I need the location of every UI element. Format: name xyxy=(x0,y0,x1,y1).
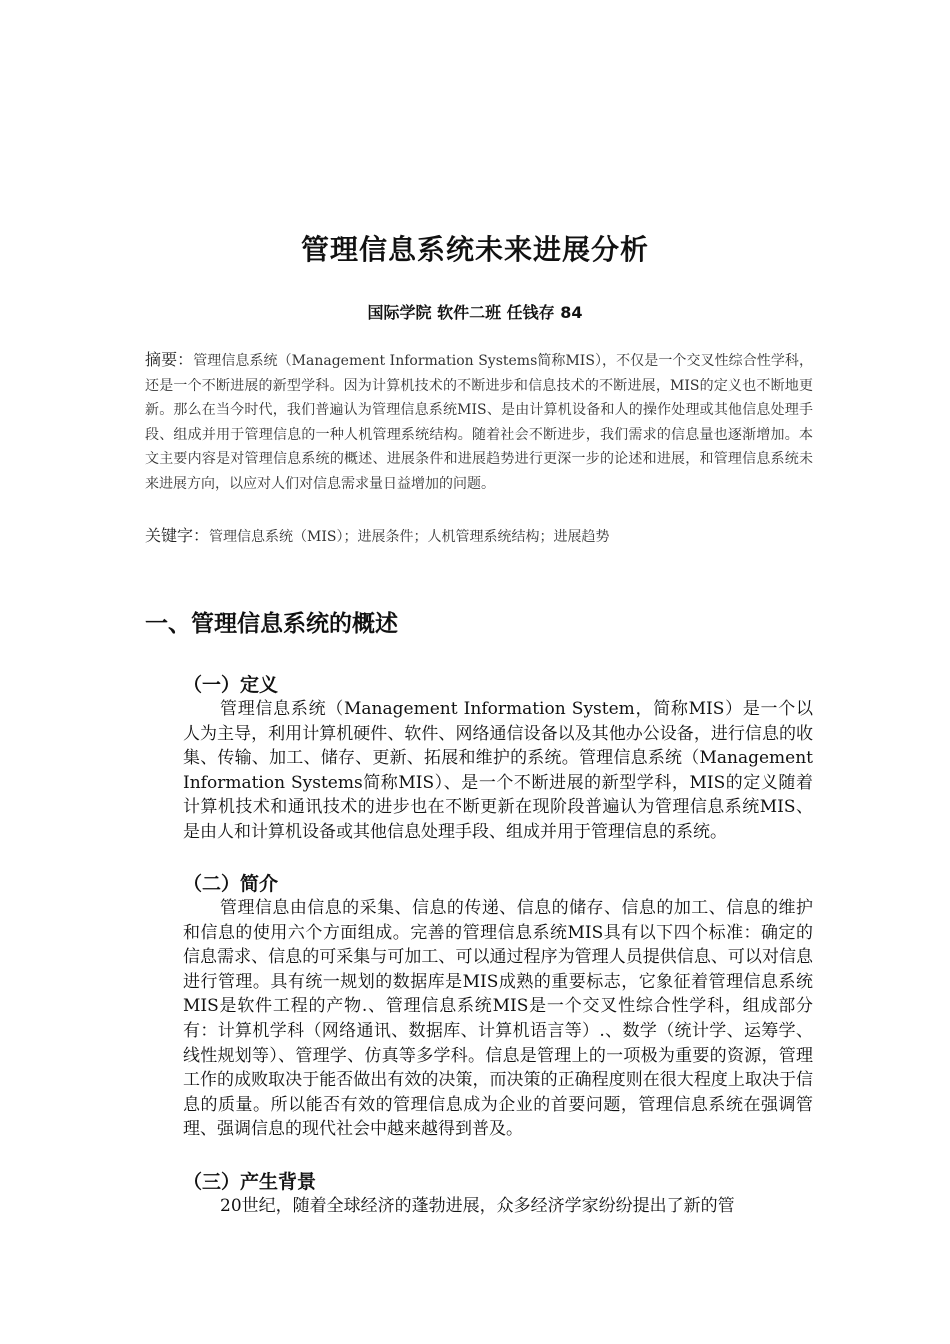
subsection-heading-intro: （二）简介 xyxy=(183,873,279,895)
paragraph-definition: 管理信息系统（Management Information System，简称MIS）是一个以人为主导，利用计算机硬件、软件、网络通信设备以及其他办公设备，进行信息的收集、传输、加工、储存、更新、拓展和维护的系统。管理信息系统（Management Information Systems简称MIS）、是一个不断进展的新型学科，MIS的定义随着计算机技术和通讯技术的进步也在不断更新在现阶段普遍认为管理信息系统MIS、是由人和计算机设备或其他信息处理手段、组成并用于管理信息的系统。 xyxy=(183,699,813,842)
abstract-block xyxy=(145,348,813,496)
document-title: 管理信息系统未来进展分析 xyxy=(300,233,649,266)
abstract-text: 管理信息系统（Management Information Systems简称MIS），不仅是一个交叉性综合性学科，还是一个不断进展的新型学科。因为计算机技术的不断进步和信息技术的不断进展，MIS的定义也不断地更新。那么在当今时代，我们普遍认为管理信息系统MIS、是由计算机设备和人的操作处理或其他信息处理手段、组成并用于管理信息的一种人机管理系统结构。随着社会不断进步，我们需求的信息量也逐渐增加。本文主要内容是对管理信息系统的概述、进展条件和进展趋势进行更深一步的论述和进展，和管理信息系统未来进展方向，以应对人们对信息需求量日益增加的问题。 xyxy=(145,353,813,492)
paragraph-background: 20世纪，随着全球经济的蓬勃进展，众多经济学家纷纷提出了新的管 xyxy=(220,1196,735,1216)
subsection-heading-definition: （一）定义 xyxy=(183,674,279,696)
subsection-heading-background: （三）产生背景 xyxy=(183,1171,317,1193)
keywords-label: 关键字： xyxy=(145,526,210,545)
keywords-text: 管理信息系统（MIS）；进展条件；人机管理系统结构；进展趋势 xyxy=(209,529,610,545)
section-heading: 一、管理信息系统的概述 xyxy=(145,611,398,637)
abstract-label: 摘要： xyxy=(145,350,194,369)
author-line: 国际学院 软件二班 任钱存 84 xyxy=(367,303,583,322)
keywords-block xyxy=(145,524,813,549)
paragraph-intro: 管理信息由信息的采集、信息的传递、信息的储存、信息的加工、信息的维护和信息的使用六个方面组成。完善的管理信息系统MIS具有以下四个标准：确定的信息需求、信息的可采集与可加工、可以通过程序为管理人员提供信息、可以对信息进行管理。具有统一规划的数据库是MIS成熟的重要标志，它象征着管理信息系统MIS是软件工程的产物.、管理信息系统MIS是一个交叉性综合性学科，组成部分有：计算机学科（网络通讯、数据库、计算机语言等）.、数学（统计学、运筹学、线性规划等）、管理学、仿真等多学科。信息是管理上的一项极为重要的资源，管理工作的成败取决于能否做出有效的决策，而决策的正确程度则在很大程度上取决于信息的质量。所以能否有效的管理信息成为企业的首要问题，管理信息系统在强调管理、强调信息的现代社会中越来越得到普及。 xyxy=(183,898,813,1140)
